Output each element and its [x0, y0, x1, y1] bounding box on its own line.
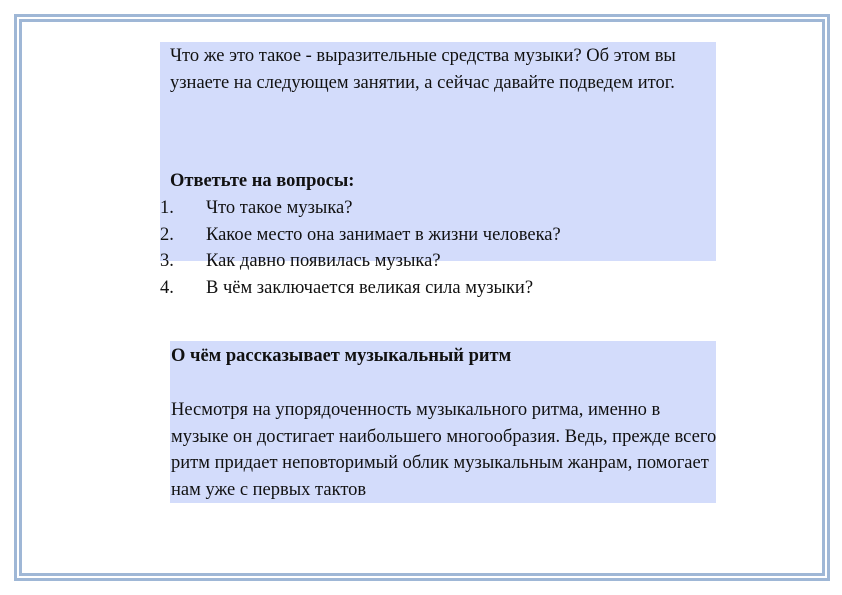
- question-number: 1.: [160, 198, 174, 218]
- intro-paragraph: Что же это такое - выразительные средства музыки? Об этом вы узнаете на следующем занятии, а сейчас давайте подведем итог.: [170, 46, 676, 93]
- question-text: Какое место она занимает в жизни человека?: [206, 224, 561, 245]
- rhythm-text-block: [170, 341, 716, 503]
- question-text: В чём заключается великая сила музыки?: [206, 277, 534, 298]
- rhythm-paragraph: Несмотря на упорядоченность музыкального ритма, именно в музыке он достигает наибольшего многообразия. Ведь, прежде всего ритм придает неповторимый облик музыкальным жанрам, помогает нам уже с первых тактов: [171, 400, 717, 500]
- question-text: Как давно появилась музыка?: [206, 251, 441, 271]
- question-number: 4.: [160, 277, 174, 298]
- question-number: 3.: [160, 251, 174, 271]
- rhythm-heading: О чём рассказывает музыкальный ритм: [171, 346, 512, 366]
- question-number: 2.: [160, 224, 174, 245]
- question-text: Что такое музыка?: [206, 198, 353, 218]
- questions-heading: Ответьте на вопросы:: [170, 171, 355, 191]
- questions-text-block: [160, 42, 716, 298]
